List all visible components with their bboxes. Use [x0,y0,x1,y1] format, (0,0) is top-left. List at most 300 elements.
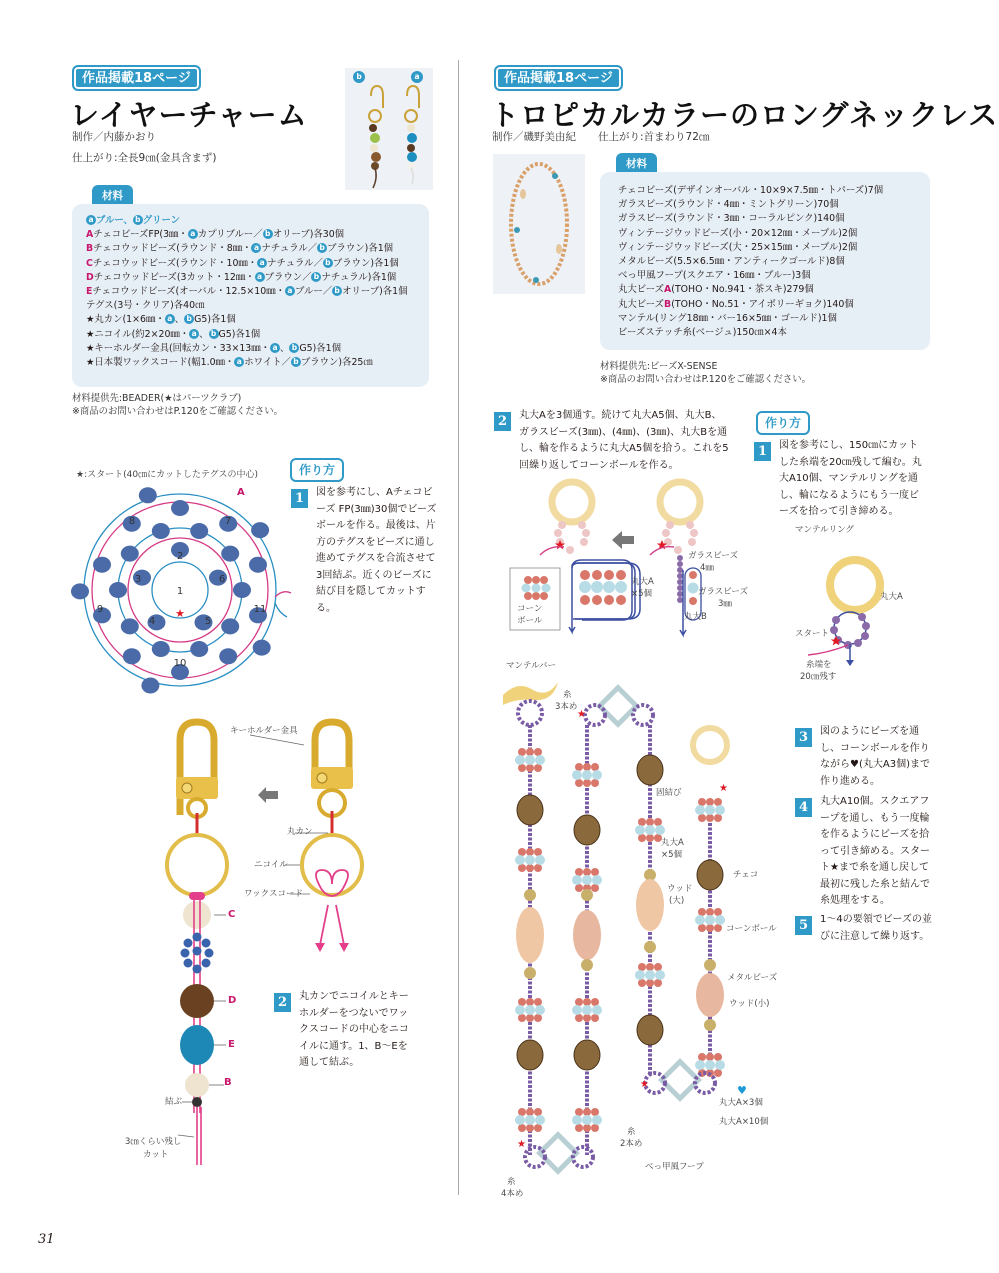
step-2-text-right: 丸大Aを3個通す。続けて丸大A5個、丸大B、ガラスビーズ(3㎜)、(4㎜)、(3㎜)、丸大Bを通し、輪を作るように丸大A5個を拾う。これを5回繰り返してコーンボールを作る。 [519,410,729,471]
step-3-text: 図のようにビーズを通し、コーンボールを作りながら♥(丸大A3個)まで作り進める。 [820,726,930,787]
mint-bead [582,1005,592,1015]
material-text: チェコビーズFP(3㎜・ [93,229,188,241]
material-text: ★キーホルダー金具(回転カン・33×13㎜・ [86,342,271,354]
coral-bead [591,884,599,892]
material-item [618,312,912,326]
label-thread-end-1: 糸端を [806,660,832,670]
start-legend [76,470,258,481]
bead-loop [518,701,542,725]
page-ref-badge-left: 作品掲載18ページ [72,65,201,91]
coral-bead [575,884,583,892]
materials-box-right [600,172,930,350]
label-thread-3-2: 3本め [555,702,578,712]
project-title-left: レイヤーチャーム [70,98,308,132]
coral-bead [526,1124,534,1132]
mint-bead [715,915,725,925]
variant-a-icon: a [255,272,265,282]
label-thread-4-1: 糸 [507,1177,516,1187]
coral-bead [591,1014,599,1022]
material-text: テグス(3号・クリア)各40㎝ [86,300,205,312]
coral-bead [575,763,583,771]
material-text: ブラウン)各1個 [332,257,399,269]
material-item [86,285,415,299]
label-maru-a-x5 [631,576,654,600]
mint-bead [525,1115,535,1125]
material-text: ブラウン)各1個 [327,243,394,255]
product-photo-necklace [493,154,585,294]
coral-bead [591,779,599,787]
material-item [86,328,415,342]
bead [171,500,189,516]
czech-bead [637,1015,663,1045]
variant-b-icon: b [133,215,143,225]
coral-bead [518,998,526,1006]
label-maru-a-x3: 丸大A×3個 [719,1098,763,1108]
region-number: 2 [176,551,184,562]
material-item [618,241,912,255]
material-item [86,299,415,313]
product-photo-charms [345,68,433,190]
start-star-icon: ★ [175,607,185,620]
material-text: チェコビーズ(デザインオーバル・10×9×7.5㎜・トパーズ)7個 [618,185,884,196]
region-number: 7 [224,516,232,527]
coral-bead [646,979,654,987]
material-item [618,227,912,241]
label-maru-a-text: 丸大A [880,592,903,602]
bead [123,648,141,664]
step-1-text-right: 図を参考にし、150㎝にカットした糸端を20㎝残して編む。丸大A10個、マンテルリングを通し、輪になるようにもう一度ビーズを拾って引き締める。 [779,440,922,517]
bead [249,557,267,573]
material-text: ヴィンテージウッドビーズ(小・20×12㎜・メープル)2個 [618,227,858,239]
author-left: 制作／内藤かおり [72,131,156,143]
mint-bead [572,1115,582,1125]
material-text: ホワイト／ [244,357,291,369]
region-number: 5 [204,616,212,627]
page-number: 31 [38,1232,55,1247]
bead-letter: C [86,257,93,269]
charm-photo-illustration [345,68,433,190]
coral-bead [714,798,722,806]
label-thread-3-1: 糸 [563,690,572,700]
bead [190,641,208,657]
metal-bead [581,889,593,901]
variant-a-icon: a [189,329,199,339]
coral-bead [518,748,526,756]
heart-icon: ♥ [737,1084,747,1097]
step-2-number-right: 2 [494,412,511,431]
material-item [618,255,912,269]
metal-bead [704,959,716,971]
mint-bead [655,825,665,835]
metal-bead [524,967,536,979]
coral-bead [698,814,706,822]
coral-bead [526,1108,534,1116]
coral-bead [591,868,599,876]
mint-bead [635,970,645,980]
bead [121,618,139,634]
column-divider [458,60,459,1195]
bead [253,640,271,656]
mint-bead [715,1060,725,1070]
step-4-number: 4 [795,798,812,817]
coral-bead [518,764,526,772]
start-legend-text: ★:スタート(40㎝にカットしたテグスの中心) [76,470,259,480]
label-thread-2-2: 2本め [620,1139,643,1149]
czech-bead [517,795,543,825]
coral-bead [526,1014,534,1022]
label-wood-small: ウッド(小) [729,999,770,1009]
region-number: 6 [218,574,226,585]
mint-bead [535,755,545,765]
bead [71,583,89,599]
materials-tab-right: 材料 [616,153,657,172]
materials-list-left [86,228,415,370]
material-text: オリーブ)各1個 [342,286,408,298]
mint-bead [582,1115,592,1125]
material-item [86,242,415,256]
coral-bead [714,814,722,822]
material-text: ブラウン／ [264,271,312,283]
material-text: ブルー／ [294,286,333,298]
bead-letter: A [86,229,94,241]
square-hoop [540,1135,577,1172]
coral-bead [638,963,646,971]
variant-b-label: グリーン [142,215,181,226]
region-number: 8 [128,516,136,527]
label-metal-beads: メタルビーズ [727,973,778,983]
process-arrow-icon [258,787,278,803]
howto-label-left: 作り方 [290,458,344,482]
material-text: 丸大ビーズ [618,298,665,310]
coral-bead [526,864,534,872]
material-text: ガラスビーズ(ラウンド・3㎜・コーラルピンク)140個 [618,213,845,225]
coral-bead [534,764,542,772]
material-item [86,271,415,285]
label-maru-a-x5-main [661,837,684,861]
mint-bead [525,855,535,865]
label-waxcord: ワックスコード [244,889,303,899]
bead-label-b: B [224,1077,232,1088]
variant-b-icon: b [289,343,299,353]
mint-bead [592,875,602,885]
coral-bead [706,814,714,822]
label-glass-4mm-2: 4㎜ [700,563,714,573]
region-number: 9 [96,604,104,615]
bead [219,648,237,664]
square-hoop [600,688,637,725]
label-cut: カット [143,1150,169,1160]
coral-bead [518,848,526,856]
coral-bead [654,963,662,971]
thread-path [275,592,291,597]
coral-bead [706,908,714,916]
mint-bead [572,875,582,885]
bead [152,523,170,539]
bead-label-e: E [228,1039,235,1050]
mint-bead [715,805,725,815]
mint-bead [525,755,535,765]
coral-bead [646,834,654,842]
wood-bead [573,910,601,960]
bead-letter: E [86,286,93,298]
material-item [86,257,415,271]
bead-label-a: A [237,487,245,498]
material-text: 、 [280,342,290,354]
label-thread-2-1: 糸 [627,1127,636,1137]
coral-bead [654,818,662,826]
coral-bead [698,798,706,806]
variant-a-icon: a [257,258,267,268]
coral-bead [706,1053,714,1061]
label-maru-a-x10: 丸大A×10個 [719,1117,769,1127]
region-number: 3 [134,574,142,585]
label-maru-a-main: 丸大A [661,838,684,848]
variant-b-icon: b [263,229,273,239]
bead [141,678,159,694]
material-text: ブラウン)各25㎝ [300,357,373,369]
mint-bead [645,825,655,835]
material-item [86,356,415,370]
material-text: ナチュラル／ [267,257,323,269]
bead-letter: D [86,271,94,283]
mint-bead [695,1060,705,1070]
label-glass-3mm-2: 3㎜ [718,599,732,609]
metal-bead [581,959,593,971]
coral-bead [591,998,599,1006]
coral-bead [654,979,662,987]
metal-bead [644,941,656,953]
start-star-icon: ★ [640,1079,649,1090]
label-maru-a-step1 [880,592,903,603]
coral-bead [526,848,534,856]
coral-bead [698,1053,706,1061]
materials-box-left [72,204,429,387]
mint-bead [592,1005,602,1015]
bead [251,522,269,538]
coral-bead [575,1124,583,1132]
region-number: 10 [173,658,187,669]
coral-bead [706,924,714,932]
mint-bead [535,855,545,865]
variant-a-icon: a [251,243,261,253]
region-number: 1 [176,586,184,597]
material-item [86,228,415,242]
start-star-icon: ★ [517,1139,526,1150]
czech-bead [637,755,663,785]
mint-bead [535,1115,545,1125]
label-nicoil: ニコイル [254,860,288,870]
mint-bead [645,970,655,980]
variant-a-icon: a [270,343,280,353]
mint-bead [525,1005,535,1015]
mint-bead [695,805,705,815]
label-czech: チェコ [733,870,759,880]
mint-bead [705,1060,715,1070]
bead-label-d: D [228,995,237,1006]
bead-label-c: C [228,909,236,920]
metal-bead [704,1019,716,1031]
step-1-text-left: 図を参考にし、Aチェコビーズ FP(3㎜)30個でビーズボールを作る。最後は、片方のテグスをビーズに通し進めてテグスを合流させて3回結ぶ。近くのビーズに結び目を隠してカットする。 [316,487,437,614]
bead [139,487,157,503]
label-cut-leave: 3㎝くらい残し [125,1137,182,1147]
cone-ball-beads [579,570,627,605]
wood-bead [636,879,664,931]
coral-bead [714,1069,722,1077]
material-text: ★ニコイル(約2×20㎜・ [86,328,190,340]
bead [93,557,111,573]
material-text: G5)各1個 [218,328,261,340]
material-item [86,313,415,327]
coral-bead [583,763,591,771]
coral-bead [526,748,534,756]
variant-a-icon: a [86,215,96,225]
variant-b-icon: b [291,357,301,367]
start-star-icon: ★ [577,709,586,720]
material-text: G5)各1個 [299,342,342,354]
coral-bead [534,1014,542,1022]
mantel-ring-diagram [800,540,910,680]
step-3-number: 3 [795,728,812,747]
howto-label-right: 作り方 [756,411,810,435]
finish-size-right: 仕上がり:首まわり72㎝ [598,131,710,143]
coral-bead [638,834,646,842]
mint-bead [592,1115,602,1125]
step-1-number-right: 1 [754,442,771,461]
material-text: ヴィンテージウッドビーズ(大・25×15㎜・メープル)2個 [618,241,858,253]
mint-bead [572,1005,582,1015]
bead-letter: B [86,243,94,255]
variant-b-icon: b [311,272,321,282]
label-maru-a: 丸大A [631,577,654,587]
mint-bead [515,855,525,865]
coral-bead [714,908,722,916]
coral-bead [575,1108,583,1116]
bead [221,618,239,634]
label-start: スタート [795,629,830,639]
czech-bead [574,1040,600,1070]
mint-bead [582,875,592,885]
coral-bead [518,1014,526,1022]
variant-b-icon: b [184,314,194,324]
material-text: ★丸カン(1×6㎜・ [86,314,165,326]
material-text: チェコウッドビーズ(3カット・12㎜・ [93,271,255,283]
material-text: ガラスビーズ(ラウンド・4㎜・ミントグリーン)70個 [618,199,839,211]
material-text: チェコウッドビーズ(オーバル・12.5×10㎜・ [92,286,285,298]
material-item [618,269,912,283]
material-text: メタルビーズ(5.5×6.5㎜・アンティークゴールド)8個 [618,256,845,268]
thread-path [275,603,287,617]
variant-b-icon: b [317,243,327,253]
material-text: (TOHO・No.941・茶スキ)279個 [671,284,814,296]
coral-bead [638,979,646,987]
region-number: 4 [148,616,156,627]
material-text: オリーブ)各30個 [272,229,345,241]
material-text: マンテル(リング18㎜・バー16×5㎜・ゴールド)1個 [618,312,837,324]
bead [221,546,239,562]
coral-bead [534,748,542,756]
label-cone-ball-2: ボール [517,616,543,626]
label-mantel-ring: マンテルリング [795,525,854,535]
author-right: 制作／磯野美由紀 [492,131,576,143]
material-text: ナチュラル／ [261,243,318,255]
czech-bead [697,860,723,890]
label-wood-large-1: ウッド [667,884,693,894]
necklace-photo-illustration [493,154,585,294]
mint-bead [535,1005,545,1015]
supplier-left: 材料提供先:BEADER(★はパーツクラブ) [72,393,242,404]
coral-bead [583,1124,591,1132]
coral-bead [591,1108,599,1116]
mint-bead [592,770,602,780]
step-2-number-left: 2 [274,993,291,1012]
mint-bead [705,805,715,815]
variant-a-icon: a [188,229,198,239]
coral-bead [526,764,534,772]
coral-bead [518,1108,526,1116]
material-item [618,326,912,340]
coral-bead [714,924,722,932]
step-5-number: 5 [795,916,812,935]
coral-bead [646,818,654,826]
coral-bead [575,779,583,787]
coral-bead [575,868,583,876]
bead-letter: A [664,284,672,296]
coral-bead [583,1108,591,1116]
finish-size-left: 仕上がり:全長9㎝(金具含まず) [72,152,217,164]
supplier-right: 材料提供先:ビーズX-SENSE [600,361,718,372]
coral-bead [583,779,591,787]
material-text: ★日本製ワックスコード(幅1.0㎜・ [86,357,235,369]
variant-a-label: ブルー、 [96,215,133,226]
mint-bead [705,915,715,925]
mantel-ring [693,728,727,762]
label-keyholder: キーホルダー金具 [230,726,298,736]
project-title-right: トロピカルカラーのロングネックレス [490,98,999,132]
wood-bead [516,907,544,963]
arrow-left-icon [612,531,634,549]
label-mantel-bar: マンテルバー [506,661,556,671]
material-item [618,198,912,212]
coral-bead [638,818,646,826]
label-tie: 結ぶ [165,1097,183,1107]
czech-bead [574,815,600,845]
keychain-assembly-diagram [150,715,370,1175]
material-text: 丸大ビーズ [618,284,665,296]
materials-list-right [618,184,912,340]
coral-bead [526,998,534,1006]
step-5-text: 1〜4の要領でビーズの並びに注意して繰り返す。 [820,914,932,942]
coral-bead [583,1014,591,1022]
label-thread-4-2: 4本め [501,1189,524,1199]
material-item [86,342,415,356]
material-text: 、 [174,314,185,326]
variant-a-icon: a [165,314,175,324]
variant-a-icon: a [234,357,244,367]
mint-bead [695,915,705,925]
coral-bead [518,1124,526,1132]
coral-bead [534,1124,542,1132]
variant-line [86,214,415,228]
material-item [618,212,912,226]
material-text: (TOHO・No.51・アイボリーギョク)140個 [671,298,854,310]
square-hoop [662,1062,699,1099]
page-ref-badge-right: 作品掲載18ページ [494,65,623,91]
variant-b-icon: b [209,329,219,339]
label-x5: ×5個 [631,589,653,599]
step-4-text: 丸大A10個。スクエアフープを通し、もう一度輪を作るようにビーズを拾って引き締める。スタート★まで糸を通し戻して最初に残した糸と結んで糸処理をする。 [820,796,930,906]
material-text: べっ甲風フープ(スクエア・16㎜・ブルー)3個 [618,270,811,282]
bead [233,582,251,598]
